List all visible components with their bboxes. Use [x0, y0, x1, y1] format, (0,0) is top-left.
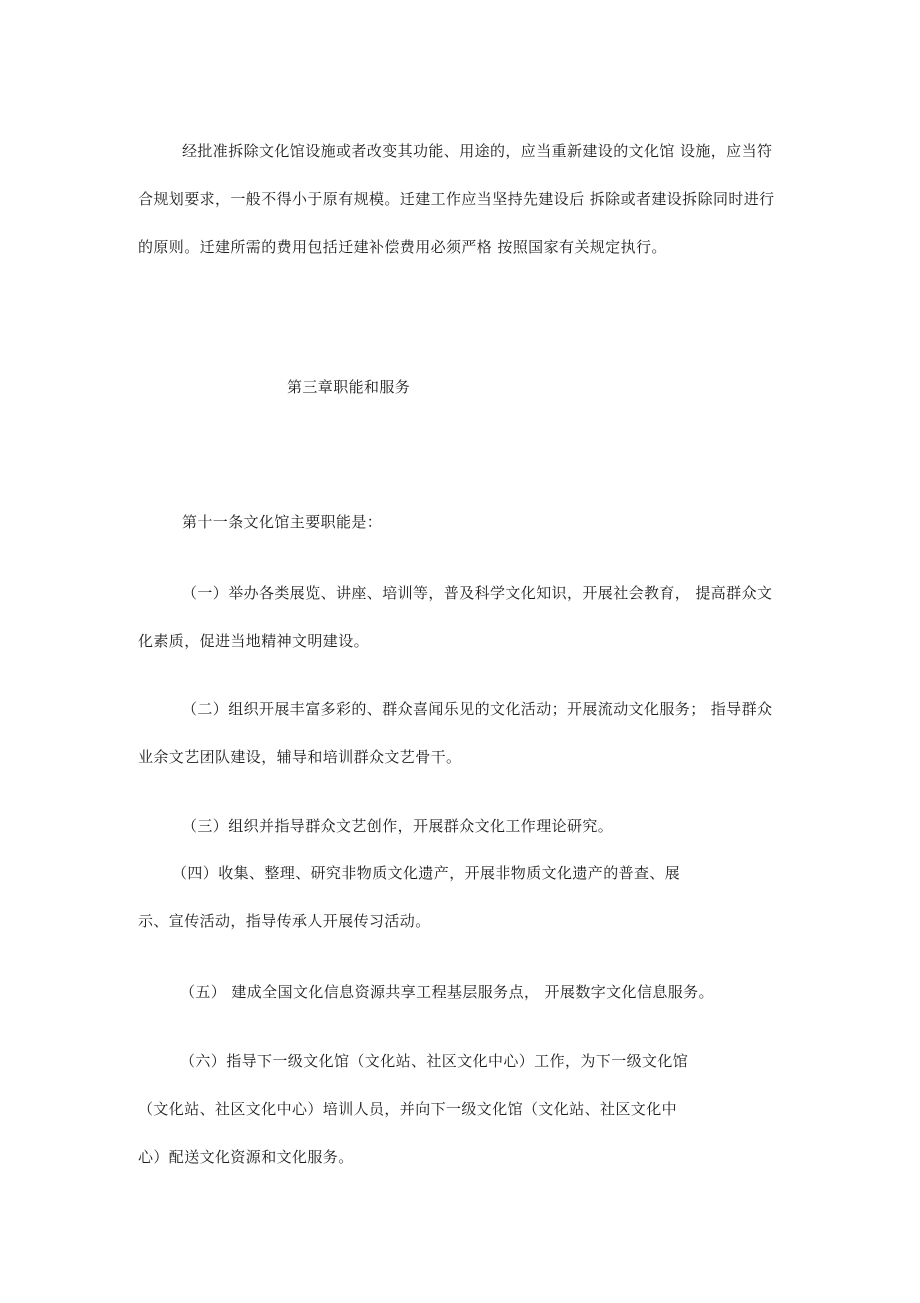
- text-line: 业余文艺团队建设，辅导和培训群众文艺骨干。: [138, 748, 462, 766]
- text-line: 心）配送文化资源和文化服务。: [138, 1148, 354, 1166]
- text-line: （五） 建成全国文化信息资源共享工程基层服务点， 开展数字文化信息服务。: [180, 983, 714, 1001]
- text-line: （文化站、社区文化中心）培训人员，并向下一级文化馆（文化站、社区文化中: [138, 1100, 678, 1118]
- text-line: （四）收集、整理、研究非物质文化遗产，开展非物质文化遗产的普查、展: [172, 864, 681, 882]
- text-line: （六）指导下一级文化馆（文化站、社区文化中心）工作，为下一级文化馆: [180, 1052, 689, 1070]
- text-line: 合规划要求，一般不得小于原有规模。迁建工作应当坚持先建设后 拆除或者建设拆除同时进行: [138, 190, 775, 208]
- text-line: （一）举办各类展览、讲座、培训等，普及科学文化知识，开展社会教育， 提高群众文: [182, 584, 773, 602]
- article-title: 第十一条文化馆主要职能是：: [182, 513, 383, 531]
- text-line: 化素质，促进当地精神文明建设。: [138, 632, 370, 650]
- text-line: 经批准拆除文化馆设施或者改变其功能、用途的，应当重新建设的文化馆 设施，应当符: [182, 142, 773, 160]
- chapter-title: 第三章职能和服务: [287, 378, 411, 396]
- text-line: 的原则。迁建所需的费用包括迁建补偿费用必须严格 按照国家有关规定执行。: [138, 238, 667, 256]
- text-line: （二）组织开展丰富多彩的、群众喜闻乐见的文化活动；开展流动文化服务； 指导群众: [182, 700, 773, 718]
- text-line: 示、宣传活动，指导传承人开展传习活动。: [138, 912, 431, 930]
- text-line: （三）组织并指导群众文艺创作，开展群众文化工作理论研究。: [182, 817, 614, 835]
